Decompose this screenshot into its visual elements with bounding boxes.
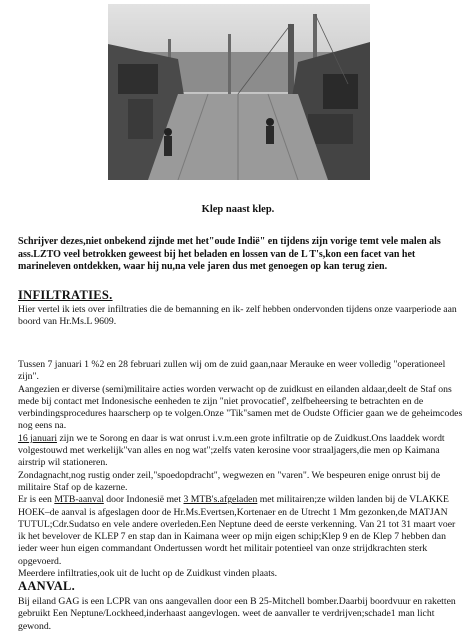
mtb-afgeladen: 3 MTB's.afgeladen: [183, 494, 258, 506]
aanval-heading: AANVAL.: [18, 579, 76, 593]
paragraph-sorong: [18, 433, 464, 470]
infiltraties-body: [18, 359, 464, 580]
photo-caption: Klep naast klep.: [201, 204, 275, 215]
mtb-text-c: met militairen;ze wilden landen bij de VLAKKE HOEK–de aanval is afgeslagen door de Hr.Ms.Evertsen,Kortenaer en de Utrecht 1 Mm gezonken,de MATJAN TUTUL;Cdr.Sudatso en vele andere overleden.Een Neptune deed de eerste verkenning. Van 21 tot 31 maart voer ik het bevelover de KLEP 7 en stap dan in Kaimana weer op mijn eigen schip;Klep 9 en de Klep 7 hebben dan ieder weer hun eigen commandant Ondertussen wordt het militair potentieel van onze strijdkrachten sterk opgevoerd.: [18, 494, 456, 567]
paragraph-period: Tussen 7 januari 1 %2 en 28 februari zullen wij om de zuid gaan,naar Merauke en weer volledig "operationeel zijn".: [18, 359, 446, 383]
paragraph-sorong-text: zijn we te Sorong en daar is wat onrust i.v.m.een grote infiltratie op de Zuidkust.Ons laaddek wordt volgestouwd met werkelijk"van alles en nog wat";zelfs vaten kerosine voor straaljagers,die men op Kaimana airstrip wil stationeren.: [18, 432, 445, 469]
photo-image: [108, 4, 370, 180]
aanval-body: Bij eiland GAG is een LCPR van ons aangevallen door een B 25-Mitchell bomber.Daarbij boordvuur en raketten gebruikt Een Neptune/Lockheed,inderhaast aangevlogen. weet de aanvaller te verdrijven;schade1 man licht gewond.: [18, 596, 456, 632]
intro-paragraph: Schrijver dezes,niet onbekend zijnde met het"oude Indië" en tijdens zijn vorige temt vele malen als ass.LZTO veel betrokken geweest bij het beladen en lossen van de L T's,kon een facet van het marineleven ontdekken, waar hij nu,na vele jaren dus met genoegen op kan terug zien.: [18, 236, 441, 273]
paragraph-mtb: [18, 494, 464, 568]
paragraph-staff: Aangezien er diverse (semi)militaire acties worden verwacht op de zuidkust en eilanden aldaar,deelt de Staf ons mede bij contact met Indonesische eenheden te zijn "niet provocatief', zelfbeheersing te betrachten en de verbindingsprocedures haarscherp op te volgen.Onze "Tik"samen met de Oudste Officier gaan we de geheimcodes nog eens na.: [18, 383, 463, 432]
mtb-aanval: MTB-aanval: [54, 494, 104, 506]
paragraph-sunday: Zondagnacht,nog rustig onder zeil,"spoedopdracht", wegwezen en "varen". We bespeuren enige onrust bij de militaire Staf op de kazerne.: [18, 469, 441, 493]
ship-deck-photo: [108, 4, 370, 180]
mtb-text-a: Er is een: [18, 494, 55, 506]
date-16-januari: 16 januari: [18, 432, 58, 444]
mtb-text-b: door Indonesië met: [103, 494, 184, 506]
infiltraties-lead: Hier vertel ik iets over infiltraties die de bemanning en ik- zelf hebben ondervonden tijdens onze vaarperiode aan boord van Hr.Ms.L 9609.: [18, 304, 457, 328]
infiltraties-heading: INFILTRATIES.: [18, 288, 113, 302]
paragraph-more-infiltrations: Meerdere infiltraties,ook uit de lucht op de Zuidkust vinden plaats.: [18, 568, 278, 580]
